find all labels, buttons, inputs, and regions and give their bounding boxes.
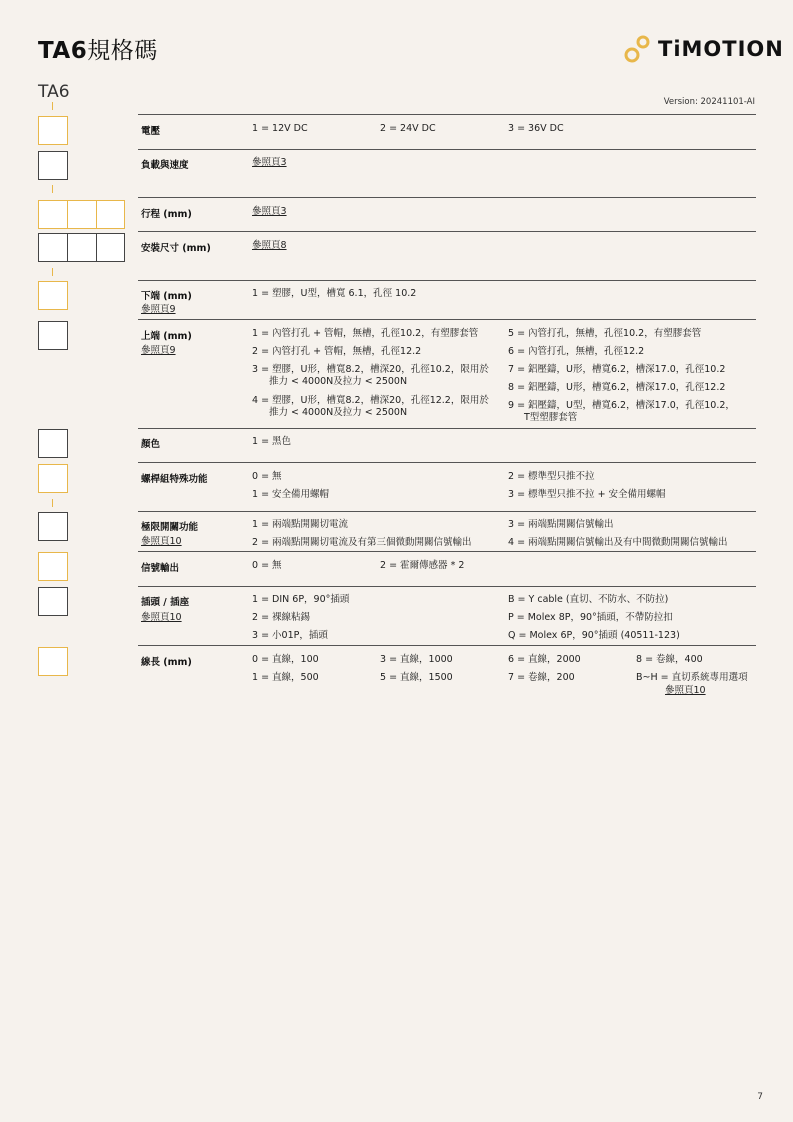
row-label-voltage: 電壓 — [141, 126, 161, 137]
option-plug-b: B = Y cable (直切、不防水、不防拉) — [508, 594, 669, 605]
ref-link-stroke[interactable]: 參照頁3 — [252, 206, 287, 217]
code-box-color[interactable] — [38, 429, 68, 458]
separator-tick — [52, 102, 53, 110]
option-plug-2: 2 = 裸線粘錫 — [252, 612, 311, 623]
model-code: TA6 — [38, 82, 70, 102]
row-label-limit: 極限開關功能 — [141, 522, 199, 533]
ref-link-load[interactable]: 參照頁3 — [252, 157, 287, 168]
option-signal-2: 2 = 霍爾傳感器 * 2 — [380, 560, 465, 571]
ref-link-plug[interactable]: 參照頁10 — [141, 612, 182, 623]
option-front-2: 2 = 內管打孔 + 管帽，無槽，孔徑12.2 — [252, 346, 422, 357]
code-box-install-1[interactable] — [38, 233, 68, 262]
option-spindle-3: 3 = 標準型只推不拉 + 安全備用螺帽 — [508, 489, 666, 500]
code-box-limit[interactable] — [38, 512, 68, 541]
code-box-stroke-2[interactable] — [67, 200, 97, 229]
row-divider — [138, 428, 756, 429]
row-divider — [138, 231, 756, 232]
title-rest: 規格碼 — [87, 38, 158, 64]
row-divider — [138, 114, 756, 115]
row-divider — [138, 319, 756, 320]
row-divider — [138, 149, 756, 150]
option-plug-1: 1 = DIN 6P，90°插頭 — [252, 594, 350, 605]
option-plug-p: P = Molex 8P，90°插頭，不帶防拉扣 — [508, 612, 673, 623]
option-front-8: 8 = 鋁壓鑄，U形，槽寬6.2，槽深17.0，孔徑12.2 — [508, 382, 726, 393]
logo-mark-icon — [624, 34, 652, 64]
row-divider — [138, 551, 756, 552]
brand-logo — [624, 34, 784, 64]
code-box-install-3[interactable] — [96, 233, 125, 262]
option-front-7: 7 = 鋁壓鑄，U形，槽寬6.2，槽深17.0，孔徑10.2 — [508, 364, 726, 375]
option-front-1: 1 = 內管打孔 + 管帽，無槽，孔徑10.2，有塑膠套管 — [252, 328, 479, 339]
option-limit-3: 3 = 兩端點開關信號輸出 — [508, 519, 614, 530]
row-label-install: 安裝尺寸 (mm) — [141, 243, 211, 254]
row-divider — [138, 586, 756, 587]
option-front-5: 5 = 內管打孔，無槽，孔徑10.2，有塑膠套管 — [508, 328, 702, 339]
ref-link-front[interactable]: 參照頁9 — [141, 345, 176, 356]
row-label-cable: 線長 (mm) — [141, 657, 192, 668]
row-label-front: 上端 (mm) — [141, 331, 192, 342]
separator-tick — [52, 185, 53, 193]
code-box-stroke-1[interactable] — [38, 200, 68, 229]
option-plug-q: Q = Molex 6P，90°插頭 (40511-123) — [508, 630, 680, 641]
row-label-load: 負載與速度 — [141, 160, 189, 171]
option-front-9-cont: T型塑膠套管 — [524, 412, 578, 423]
code-box-voltage[interactable] — [38, 116, 68, 145]
option-limit-2: 2 = 兩端點開關切電流及有第三個微動開關信號輸出 — [252, 537, 472, 548]
row-divider — [138, 197, 756, 198]
code-box-rear[interactable] — [38, 281, 68, 310]
option-plug-3: 3 = 小01P，插頭 — [252, 630, 328, 641]
ref-link-install[interactable]: 參照頁8 — [252, 240, 287, 251]
ref-link-rear[interactable]: 參照頁9 — [141, 304, 176, 315]
option-spindle-0: 0 = 無 — [252, 471, 282, 482]
code-box-plug[interactable] — [38, 587, 68, 616]
row-divider — [138, 511, 756, 512]
row-label-stroke: 行程 (mm) — [141, 209, 192, 220]
code-box-signal[interactable] — [38, 552, 68, 581]
row-label-color: 顏色 — [141, 439, 161, 450]
code-box-load[interactable] — [38, 151, 68, 180]
option-cable-bh: B~H = 直切系統專用選項 — [636, 672, 748, 683]
option-spindle-1: 1 = 安全備用螺帽 — [252, 489, 330, 500]
page-title — [38, 32, 158, 65]
option-limit-1: 1 = 兩端點開關切電流 — [252, 519, 349, 530]
code-box-cable[interactable] — [38, 647, 68, 676]
option-front-6: 6 = 內管打孔，無槽，孔徑12.2 — [508, 346, 645, 357]
option-cable-1: 1 = 直線，500 — [252, 672, 319, 683]
option-front-9: 9 = 鋁壓鑄，U型，槽寬6.2，槽深17.0，孔徑10.2， — [508, 400, 735, 411]
option-cable-5: 5 = 直線，1500 — [380, 672, 453, 683]
option-voltage-2: 2 = 24V DC — [380, 123, 436, 134]
option-cable-3: 3 = 直線，1000 — [380, 654, 453, 665]
option-cable-6: 6 = 直線，2000 — [508, 654, 581, 665]
option-voltage-3: 3 = 36V DC — [508, 123, 564, 134]
option-cable-8: 8 = 卷線，400 — [636, 654, 703, 665]
option-spindle-2: 2 = 標準型只推不拉 — [508, 471, 595, 482]
option-cable-0: 0 = 直線，100 — [252, 654, 319, 665]
code-box-install-2[interactable] — [67, 233, 97, 262]
option-front-3: 3 = 塑膠，U形，槽寬8.2，槽深20，孔徑10.2，限用於 — [252, 364, 489, 375]
code-box-spindle[interactable] — [38, 464, 68, 493]
option-voltage-1: 1 = 12V DC — [252, 123, 308, 134]
ref-link-cable[interactable]: 參照頁10 — [665, 685, 706, 696]
version-label: Version: 20241101-AI — [663, 97, 755, 107]
brand-name: TiMOTION — [658, 37, 784, 61]
option-front-4-cont: 推力 < 4000N及拉力 < 2500N — [269, 407, 408, 418]
row-label-rear: 下端 (mm) — [141, 291, 192, 302]
option-rear-1: 1 = 塑膠，U型，槽寬 6.1，孔徑 10.2 — [252, 288, 417, 299]
row-label-plug: 插頭 / 插座 — [141, 597, 190, 608]
title-bold: TA6 — [38, 38, 88, 64]
option-signal-0: 0 = 無 — [252, 560, 282, 571]
option-limit-4: 4 = 兩端點開關信號輸出及有中間微動開關信號輸出 — [508, 537, 728, 548]
code-box-front[interactable] — [38, 321, 68, 350]
page-number: 7 — [757, 1092, 763, 1102]
row-divider — [138, 280, 756, 281]
row-divider — [138, 462, 756, 463]
option-cable-7: 7 = 卷線，200 — [508, 672, 575, 683]
option-color-1: 1 = 黑色 — [252, 436, 292, 447]
separator-tick — [52, 268, 53, 276]
ref-link-limit[interactable]: 參照頁10 — [141, 536, 182, 547]
row-divider — [138, 645, 756, 646]
option-front-3-cont: 推力 < 4000N及拉力 < 2500N — [269, 376, 408, 387]
separator-tick — [52, 499, 53, 507]
row-label-spindle: 螺桿組特殊功能 — [141, 474, 208, 485]
code-box-stroke-3[interactable] — [96, 200, 125, 229]
option-front-4: 4 = 塑膠，U形，槽寬8.2，槽深20，孔徑12.2，限用於 — [252, 395, 489, 406]
row-label-signal: 信號輸出 — [141, 563, 180, 574]
